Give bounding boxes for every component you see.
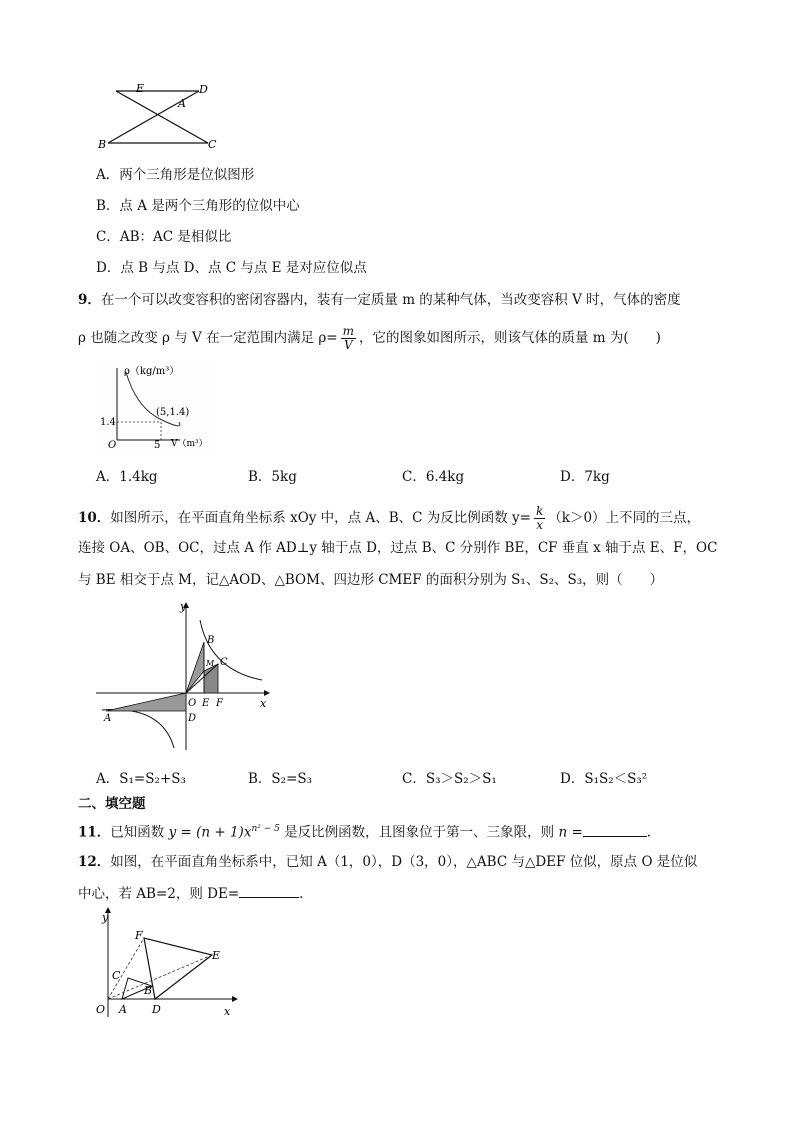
label-m: M xyxy=(206,659,215,668)
q9-line1 xyxy=(78,291,681,309)
label-f: F xyxy=(216,698,223,709)
q11-answer-blank[interactable] xyxy=(583,824,647,837)
label-c: C xyxy=(112,969,121,982)
label-b: B xyxy=(207,635,215,646)
q8-option-c: C．AB：AC 是相似比 xyxy=(96,229,232,245)
q8-figure xyxy=(96,80,226,152)
q10-line1 xyxy=(78,505,700,532)
triangle-def xyxy=(144,938,212,999)
label-a: A xyxy=(119,1003,127,1016)
q10-text-1a: 如图所示，在平面直角坐标系 xOy 中，点 A、B、C 为反比例函数 y= xyxy=(110,510,531,526)
q9-text-2b: ，它的图象如图所示，则该气体的质量 m 为( ) xyxy=(359,330,661,346)
label-e: E xyxy=(212,949,221,962)
q11-end: . xyxy=(646,824,652,841)
q10-line3: 与 BE 相交于点 M，记△AOD、△BOM、四边形 CMEF 的面积分别为 S₁、S₂、S₃，则（ ） xyxy=(78,572,664,588)
q10-option-c: C．S₃＞S₂＞S₁ xyxy=(402,771,497,787)
quad-cmef xyxy=(204,664,218,693)
q9-option-b: B．5kg xyxy=(248,469,297,485)
q12-text-2a: 中心，若 AB=2，则 DE= xyxy=(78,886,240,902)
q10-number: 10． xyxy=(78,510,111,526)
q10-text-1b: （k＞0）上不同的三点， xyxy=(548,510,701,526)
q9-option-a: A．1.4kg xyxy=(96,469,158,485)
q8-option-a: A．两个三角形是位似图形 xyxy=(96,167,255,183)
q9-text-1: 在一个可以改变容积的密闭容器内，装有一定质量 m 的某种气体，当改变容积 V 时，气体的密度 xyxy=(100,292,681,308)
ray-oe xyxy=(108,955,212,999)
q10-option-a: A．S₁=S₂+S₃ xyxy=(96,771,186,787)
label-e: E xyxy=(202,698,210,709)
q11-exponent: n² − 5 xyxy=(251,824,280,834)
q8-option-b: B．点 A 是两个三角形的位似中心 xyxy=(96,198,300,214)
q12-text-2b: . xyxy=(299,886,304,902)
q9-graph xyxy=(96,362,216,454)
q10-graph xyxy=(92,600,272,752)
point-label: (5,1.4) xyxy=(156,407,190,418)
q9-option-c: C．6.4kg xyxy=(402,469,465,485)
q12-text-1: 如图，在平面直角坐标系中，已知 A（1，0），D（3，0），△ABC 与△DEF 位似，原点 O 是位似 xyxy=(110,854,698,870)
segment-ec xyxy=(116,91,208,143)
label-y: y xyxy=(180,600,187,613)
origin-label: O xyxy=(108,440,117,451)
label-d: D xyxy=(188,713,197,724)
q11-text-a: 已知函数 xyxy=(110,824,165,841)
y-tick-label: 1.4 xyxy=(100,417,116,428)
label-b: B xyxy=(144,984,153,997)
label-a: A xyxy=(104,713,112,724)
q9-fraction: $\frac{m}{V}$ xyxy=(342,324,355,352)
label-x: x xyxy=(260,697,267,710)
q11-text-b: 是反比例函数，且图象位于第一、三象限，则 xyxy=(284,824,555,841)
q12-line1 xyxy=(78,853,697,871)
x-axis-label: V（m³） xyxy=(171,439,208,449)
q10-line2: 连接 OA、OB、OC，过点 A 作 AD⊥y 轴于点 D，过点 B、C 分别作 BE，CF 垂直 x 轴于点 E、F，OC xyxy=(78,540,718,556)
x-tick-label: 5 xyxy=(154,440,161,451)
label-o: O xyxy=(188,698,197,709)
q11-n-eq: n = xyxy=(558,824,583,841)
q12-line2 xyxy=(78,885,303,903)
label-e: E xyxy=(136,82,145,95)
q9-option-d: D．7kg xyxy=(560,469,610,485)
q12-graph xyxy=(92,905,242,1020)
q10-fraction: $\frac{k}{x}$ xyxy=(536,504,544,532)
label-c: C xyxy=(208,138,217,151)
q11-formula: y = (n + 1)x xyxy=(168,824,252,841)
q11-line xyxy=(78,820,651,842)
label-x: x xyxy=(224,1005,231,1018)
y-axis-label: ρ（kg/m³） xyxy=(124,366,180,377)
q11-number: 11． xyxy=(78,824,111,841)
section-heading-fill-in: 二、填空题 xyxy=(78,796,146,812)
label-b: B xyxy=(98,138,107,151)
label-c: C xyxy=(220,657,228,668)
hyperbola-branch-3 xyxy=(102,709,174,748)
q8-option-d: D．点 B 与点 D、点 C 与点 E 是对应位似点 xyxy=(96,260,367,276)
label-a: A xyxy=(178,97,186,110)
q9-number: 9． xyxy=(78,292,101,308)
q12-answer-blank[interactable] xyxy=(239,885,299,898)
q12-number: 12． xyxy=(78,854,111,870)
label-o: O xyxy=(96,1003,106,1016)
label-y: y xyxy=(102,911,109,924)
q9-line2 xyxy=(78,325,661,352)
triangle-aod xyxy=(106,693,186,711)
label-d: D xyxy=(199,83,208,96)
q10-option-b: B．S₂=S₃ xyxy=(248,771,313,787)
q10-option-d: D．S₁S₂＜S₃² xyxy=(560,771,648,787)
q9-text-2a: ρ 也随之改变 ρ 与 V 在一定范围内满足 ρ= xyxy=(78,330,338,346)
label-d: D xyxy=(152,1003,161,1016)
label-f: F xyxy=(135,929,143,942)
